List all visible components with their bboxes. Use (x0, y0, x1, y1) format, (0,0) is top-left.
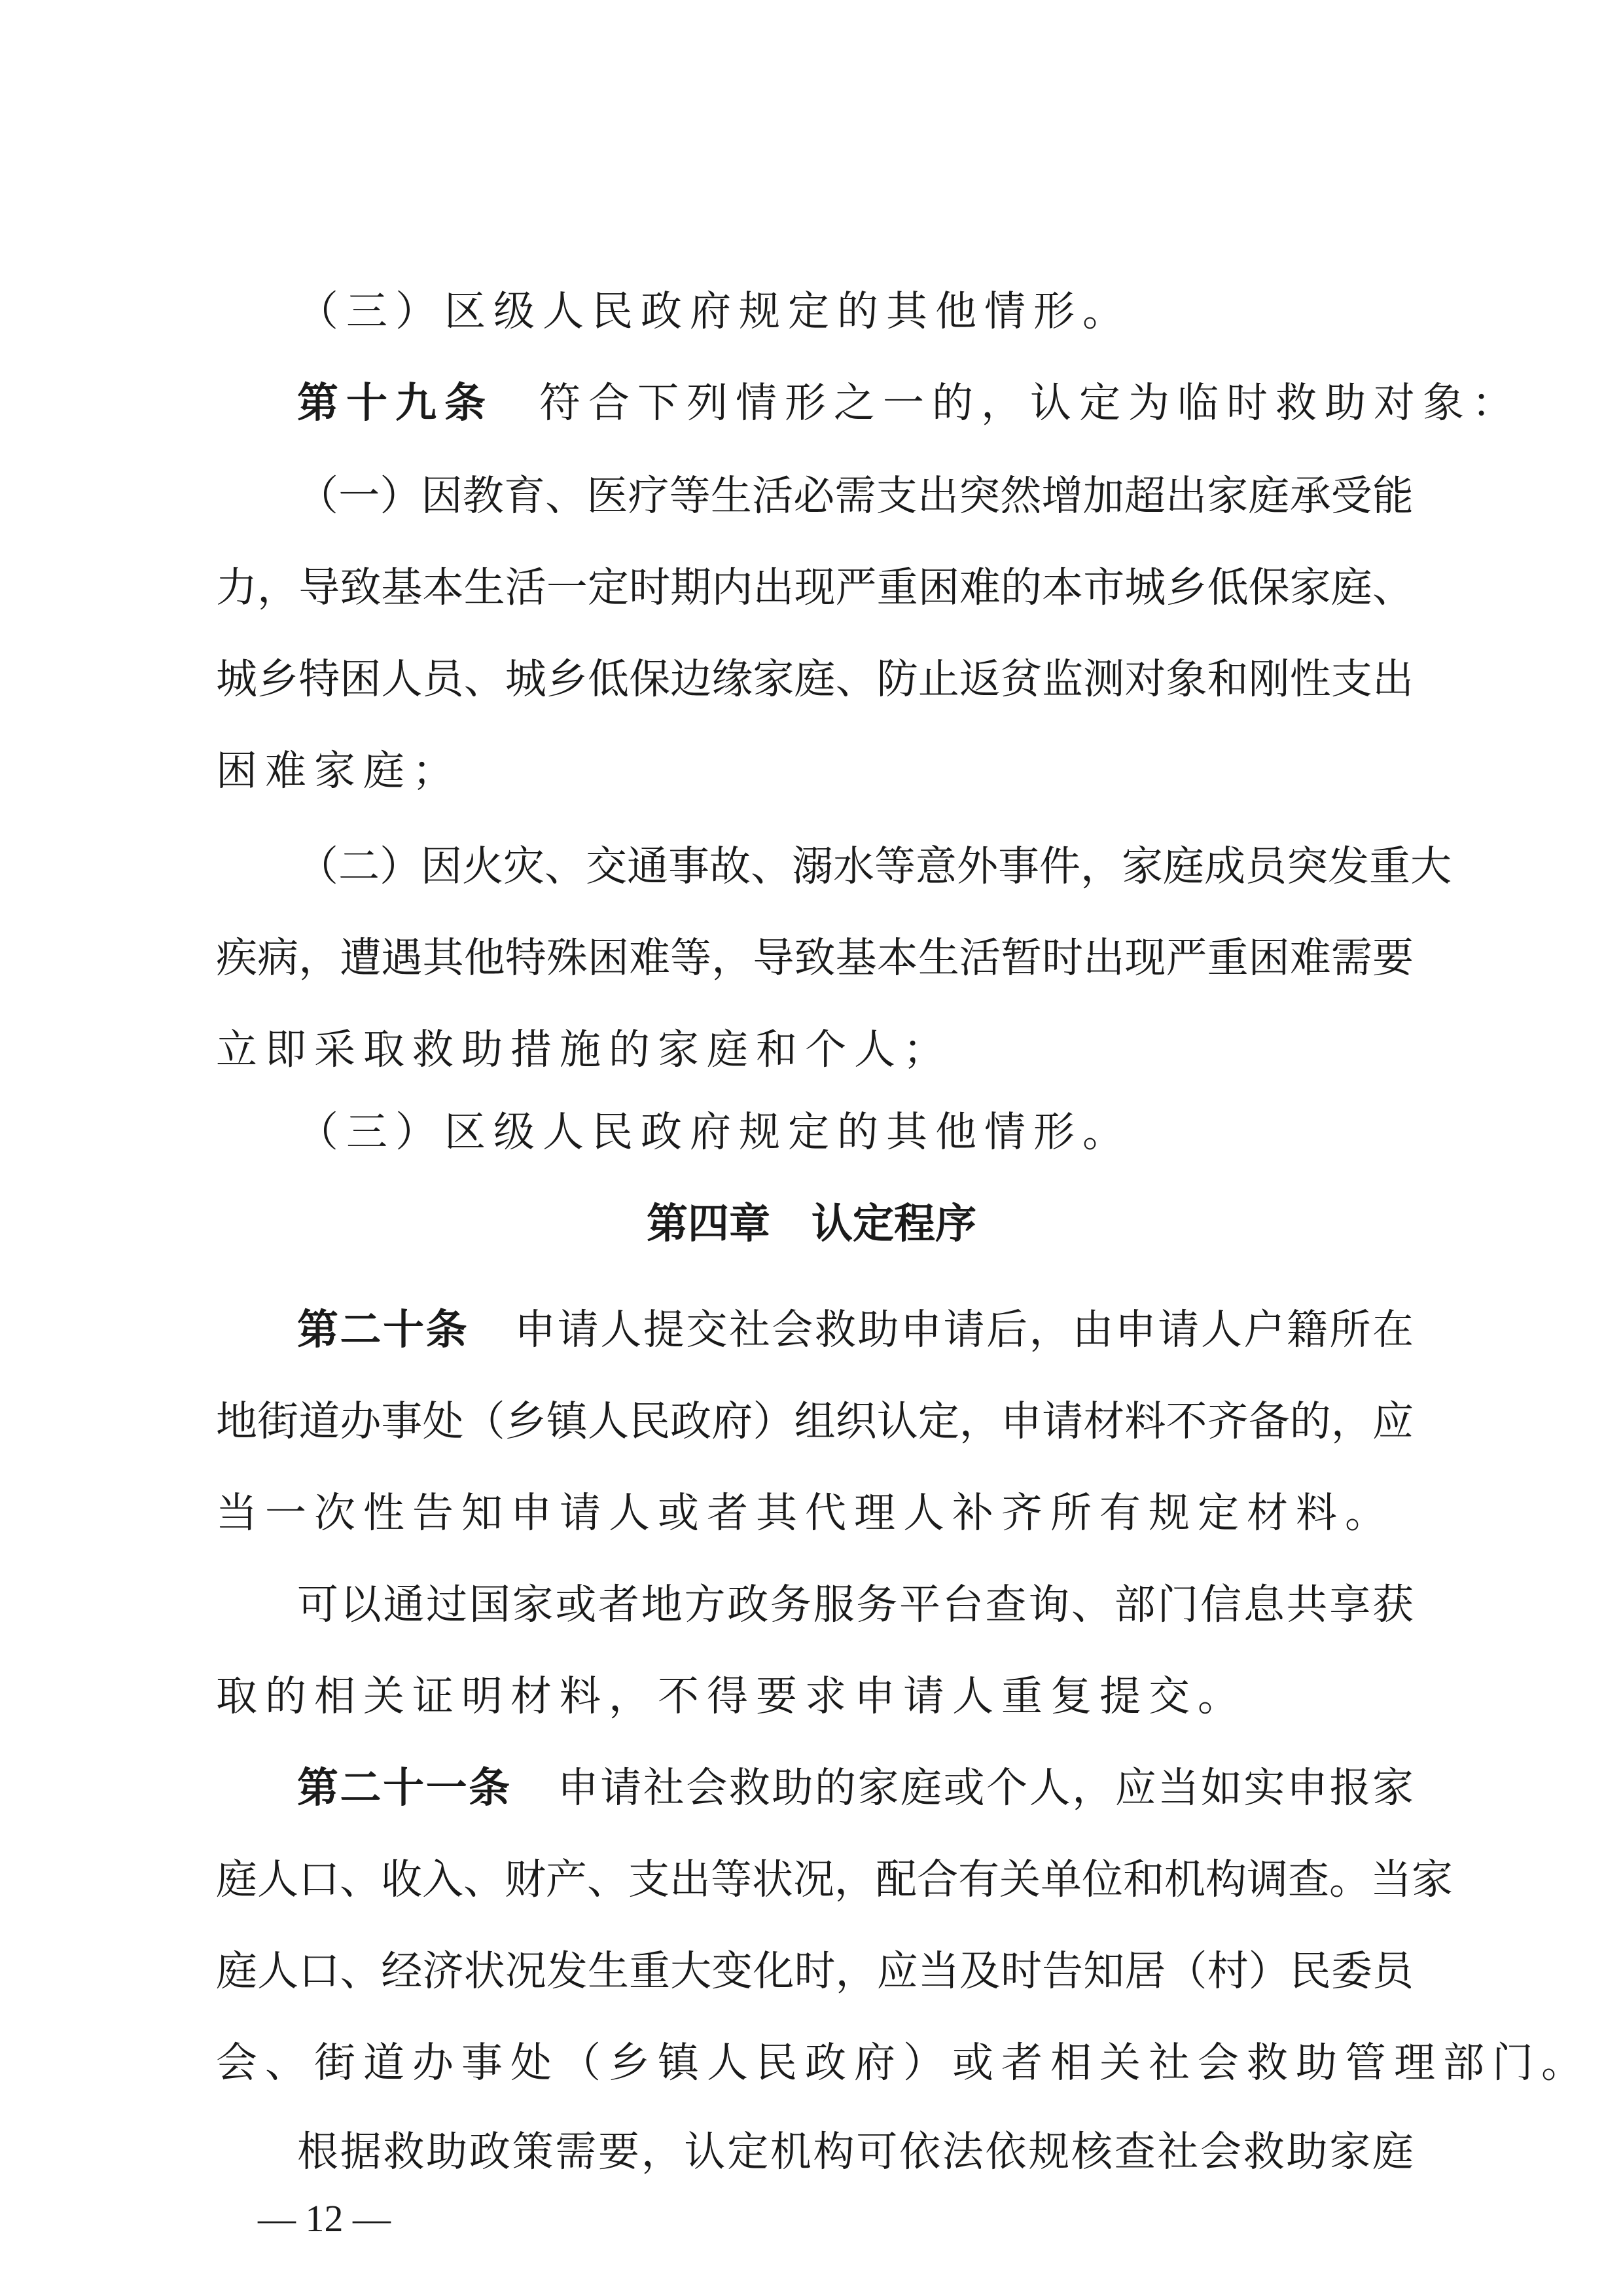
article-heading-line: 第十九条 符合下列情形之一的，认定为临时救助对象： (297, 379, 1521, 427)
paragraph-line: 庭人口、收入、财产、支出等状况，配合有关单位和机构调查。当家 (216, 1856, 1453, 1903)
article-number: 第二十条 (297, 1306, 469, 1354)
paragraph-line: 会、街道办事处（乡镇人民政府）或者相关社会救助管理部门。 (216, 2039, 1590, 2087)
paragraph-line: 庭人口、经济状况发生重大变化时，应当及时告知居（村）民委员 (216, 1947, 1414, 1995)
paragraph-line: 疾病，遭遇其他特殊困难等，导致基本生活暂时出现严重困难需要 (216, 934, 1414, 982)
article-number: 第十九条 (297, 379, 493, 427)
paragraph-line: （一）因教育、医疗等生活必需支出突然增加超出家庭承受能 (297, 472, 1414, 520)
article-heading-line: 第二十一条 申请社会救助的家庭或个人，应当如实申报家 (297, 1764, 1414, 1812)
paragraph-line: （二）因火灾、交通事故、溺水等意外事件，家庭成员突发重大 (297, 842, 1452, 890)
chapter-title: 第四章 认定程序 (647, 1200, 976, 1247)
paragraph-line: （三）区级人民政府规定的其他情形。 (297, 287, 1132, 335)
paragraph-line: 城乡特困人员、城乡低保边缘家庭、防止返贫监测对象和刚性支出 (216, 655, 1414, 703)
paragraph-line: 地街道办事处（乡镇人民政府）组织认定，申请材料不齐备的，应 (216, 1397, 1414, 1445)
paragraph-line: 力，导致基本生活一定时期内出现严重困难的本市城乡低保家庭、 (216, 564, 1414, 611)
article-number: 第二十一条 (297, 1764, 512, 1812)
page-number: — 12 — (258, 2197, 391, 2240)
paragraph-line: 当一次性告知申请人或者其代理人补齐所有规定材料。 (216, 1489, 1394, 1537)
paragraph-line: 根据救助政策需要，认定机构可依法依规核查社会救助家庭 (297, 2128, 1414, 2176)
article-heading-line: 第二十条 申请人提交社会救助申请后，由申请人户籍所在 (297, 1306, 1414, 1354)
paragraph-line: 立即采取救助措施的家庭和个人； (216, 1026, 952, 1073)
paragraph-line: 取的相关证明材料，不得要求申请人重复提交。 (216, 1672, 1247, 1720)
paragraph-line: （三）区级人民政府规定的其他情形。 (297, 1108, 1132, 1156)
paragraph-line: 困难家庭； (216, 747, 461, 795)
paragraph-line: 可以通过国家或者地方政务服务平台查询、部门信息共享获 (297, 1581, 1414, 1628)
